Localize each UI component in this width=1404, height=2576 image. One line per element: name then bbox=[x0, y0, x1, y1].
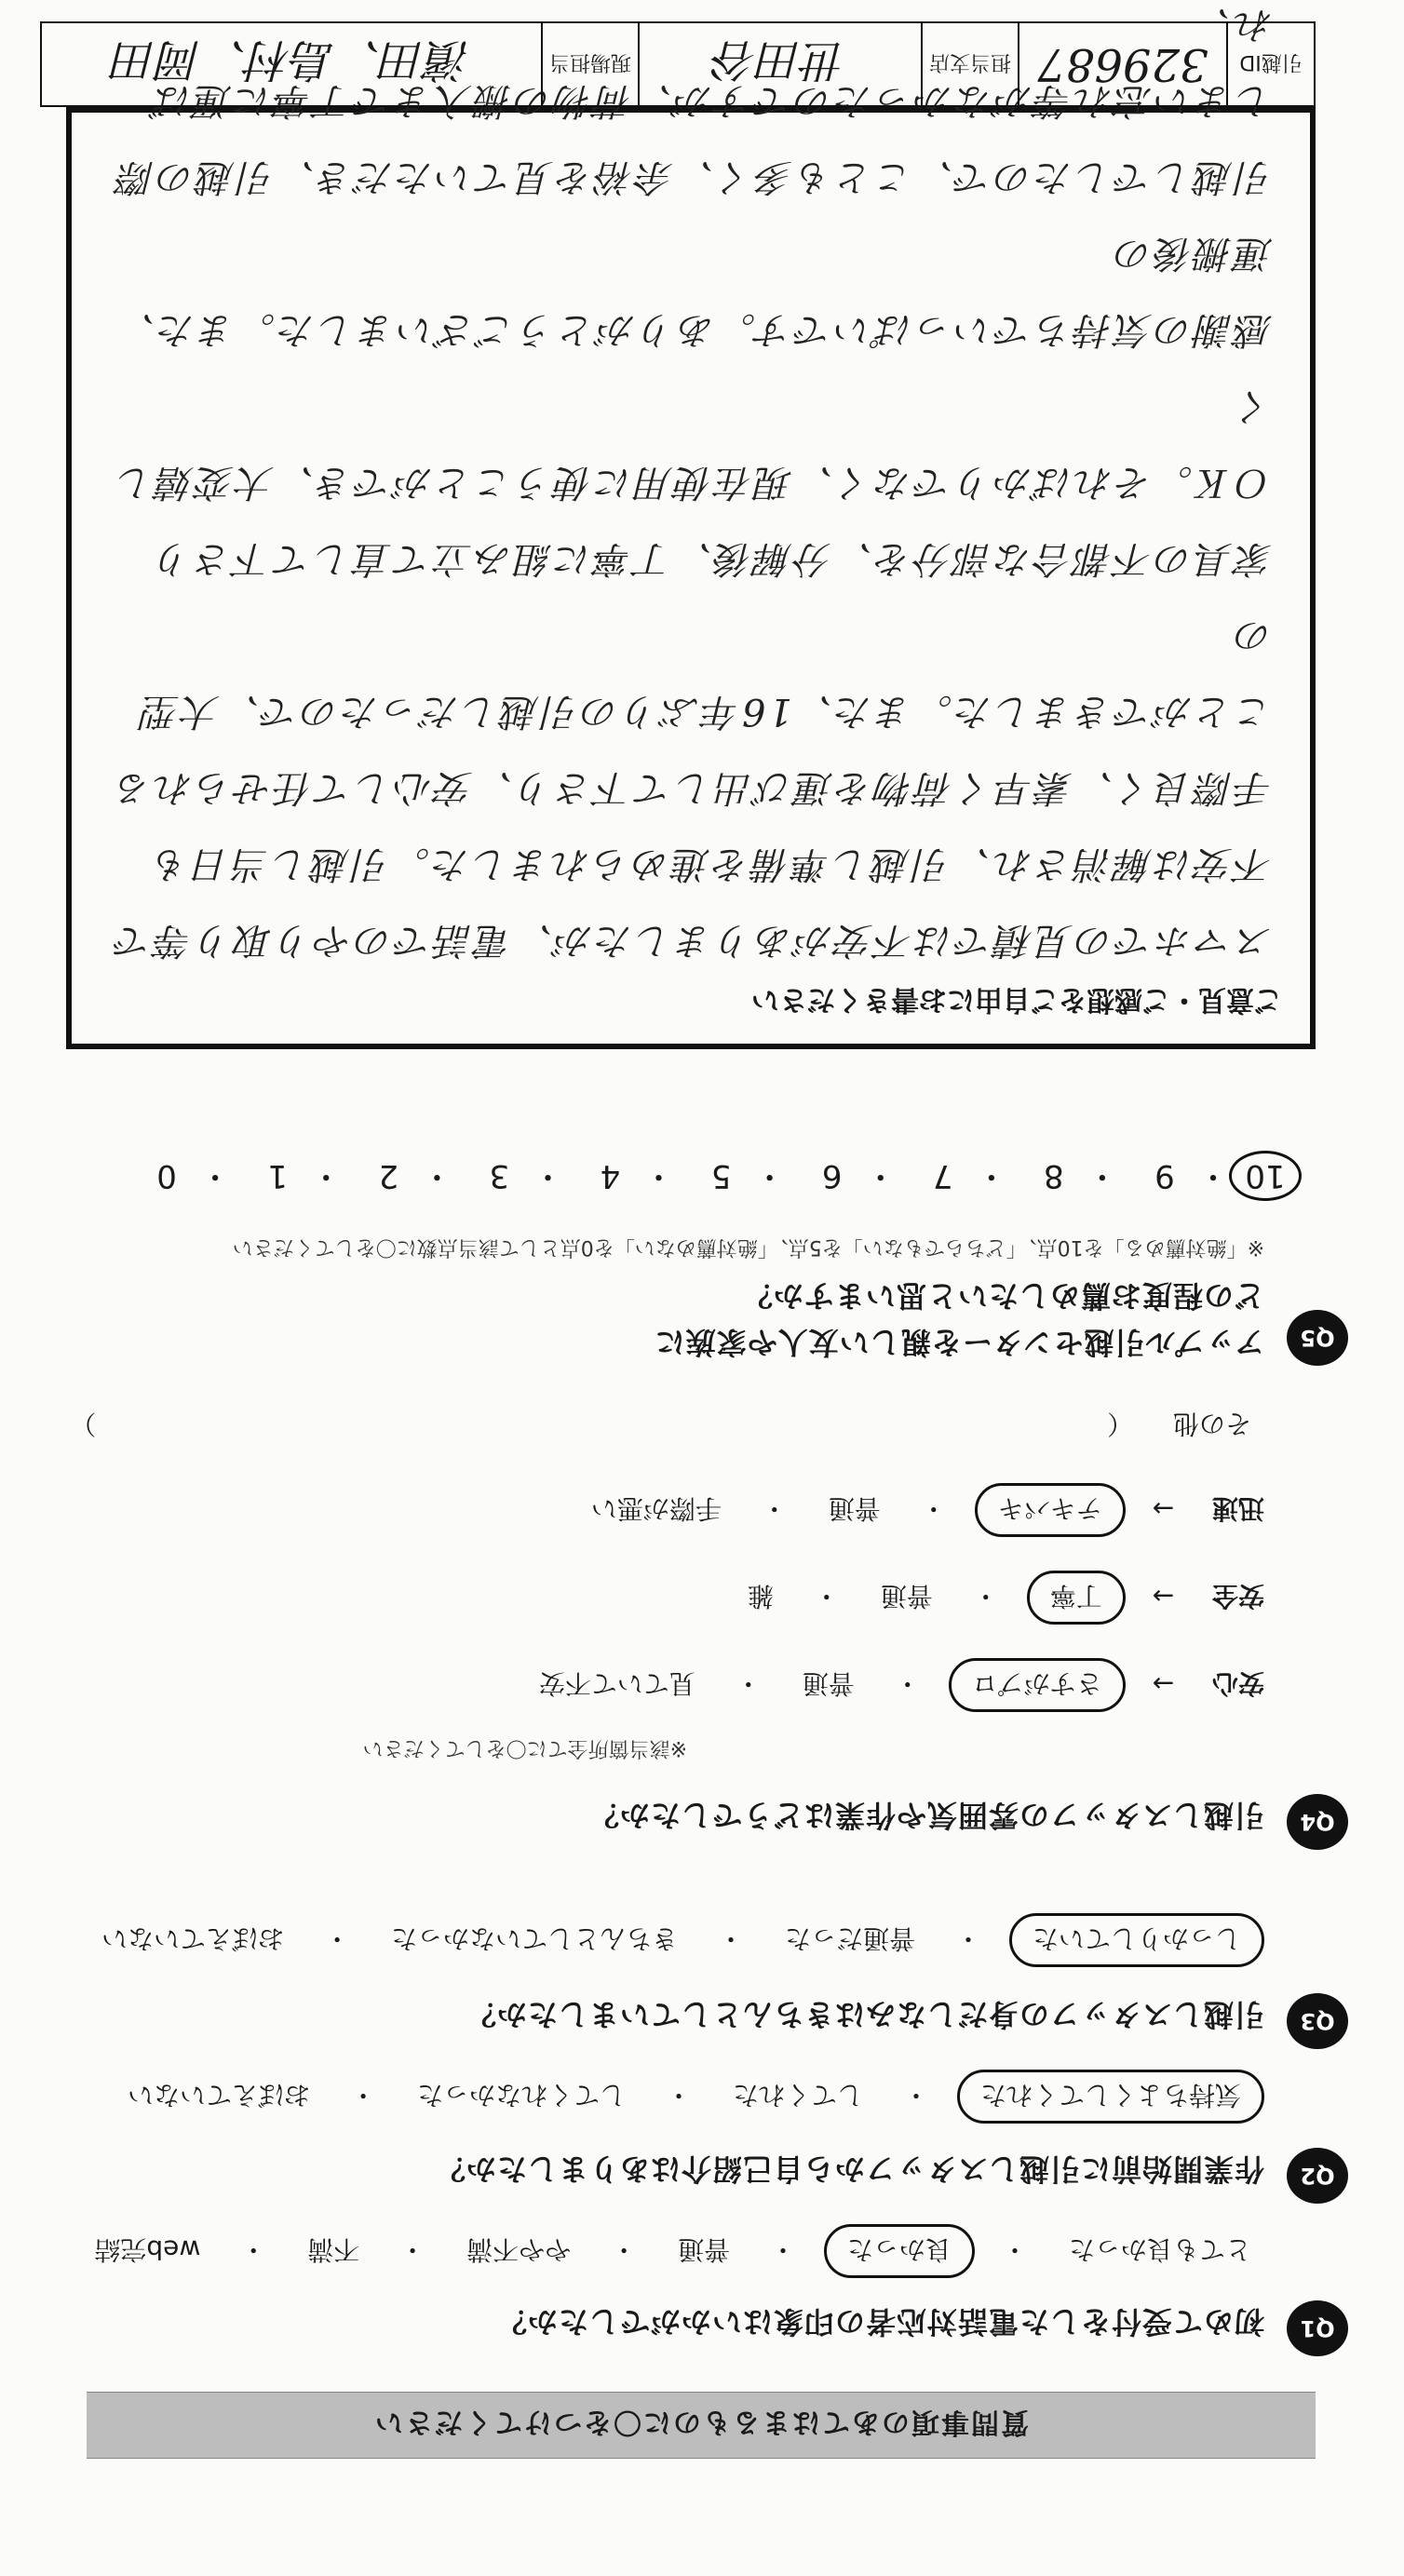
q1-option[interactable]: web完結 bbox=[94, 2234, 201, 2265]
q4-row-anshin: 安心 → さすがプロ・ 普通・ 見ていて不安 bbox=[520, 1658, 1264, 1712]
q5-score[interactable]: 5 bbox=[710, 1157, 732, 1194]
q4-option[interactable]: 普通 bbox=[802, 1668, 855, 1699]
q2-question: 作業開始前に引越しスタッフから自己紹介はありましたか？ bbox=[434, 2151, 1264, 2187]
q4-option[interactable]: 手際が悪い bbox=[590, 1493, 722, 1524]
q4-other-open: （ bbox=[1107, 1409, 1134, 1439]
handwritten-comment bbox=[100, 0, 1273, 978]
arrow-icon: → bbox=[1152, 1668, 1175, 1699]
q2-option[interactable]: してくれた bbox=[733, 2080, 864, 2111]
q4-row-jinsoku: 迅速 → テキパキ・ 普通・ 手際が悪い bbox=[573, 1483, 1264, 1537]
q4-option-selected[interactable]: 丁寧 bbox=[1027, 1571, 1126, 1625]
q5-question-line1: アップル引越センターを親しい友人や家族に bbox=[654, 1325, 1264, 1360]
q3-marker: Q3 bbox=[1287, 1993, 1348, 2049]
q5-score[interactable]: 1 bbox=[267, 1157, 288, 1194]
comment-line: しまい忘れ等がなかったのですが、荷物の搬入まで丁寧に運ばれ、 bbox=[152, 3, 1273, 122]
q5-score[interactable]: 3 bbox=[489, 1157, 510, 1194]
q4-option-selected[interactable]: テキパキ bbox=[975, 1483, 1126, 1537]
staff-value[interactable]: 濱田、島村、岡田 bbox=[41, 22, 542, 106]
q5-score[interactable]: 8 bbox=[1044, 1157, 1064, 1194]
q4-other bbox=[54, 1403, 1264, 1448]
q4-other-label: その他 bbox=[1172, 1409, 1251, 1439]
q5-score-selected[interactable]: 10 bbox=[1229, 1151, 1302, 1201]
q4-other-close: ） bbox=[70, 1409, 97, 1439]
q1-option[interactable]: 普通 bbox=[678, 2234, 731, 2265]
q5-score[interactable]: 9 bbox=[1154, 1157, 1175, 1194]
q1-question: 初めて受付をした電話対応者の印象はいかがでしたか？ bbox=[495, 2304, 1264, 2340]
q5-score[interactable]: 4 bbox=[600, 1157, 621, 1194]
comment-line: スマホでの見積では不安がありましたが、電話でのやり取り等で bbox=[112, 919, 1273, 962]
q2-marker: Q2 bbox=[1287, 2148, 1348, 2204]
q5-question-line2: どの程度お薦めしたいと思いますか？ bbox=[741, 1278, 1264, 1314]
q5-marker: Q5 bbox=[1287, 1310, 1348, 1366]
branch-label: 担当支店 bbox=[922, 22, 1019, 106]
q4-option-selected[interactable]: さすがプロ bbox=[949, 1658, 1126, 1712]
q2-option[interactable]: おぼえていない bbox=[128, 2080, 311, 2111]
comment-line: ＯＫ。そればかりでなく、現在使用に使うことができ、大変嬉しく bbox=[114, 384, 1273, 504]
q4-option[interactable]: 見ていて不安 bbox=[538, 1668, 695, 1699]
q5-score[interactable]: 7 bbox=[932, 1157, 953, 1194]
info-table bbox=[40, 21, 1316, 107]
q2-option[interactable]: してくれなかった bbox=[417, 2080, 627, 2111]
comment-line: 感謝の気持ちでいっぱいです。ありがとうございました。また、運搬後の bbox=[115, 232, 1273, 351]
q4-marker: Q4 bbox=[1287, 1794, 1348, 1850]
q1-option[interactable]: 不満 bbox=[307, 2234, 360, 2265]
q3-question: 引越しスタッフの身だしなみはきちんとしていましたか？ bbox=[465, 1997, 1264, 2032]
q4-option[interactable]: 雑 bbox=[747, 1581, 774, 1612]
q4-question: 引越しスタッフの雰囲気や作業はどうでしたか？ bbox=[587, 1798, 1264, 1833]
comment-line: ことができました。また、16年ぶりの引越しだったので、大型の bbox=[139, 614, 1273, 733]
q1-option[interactable]: やや不満 bbox=[466, 2234, 572, 2265]
q1-marker: Q1 bbox=[1287, 2300, 1348, 2356]
instruction-banner: 質問事項のあてはまるものに〇をつけてください bbox=[87, 2392, 1316, 2459]
q4-option[interactable]: 普通 bbox=[880, 1581, 933, 1612]
q1-options: とても良かった・ 良かった・ 普通・ やや不満・ 不満・ web完結 bbox=[75, 2224, 1264, 2278]
arrow-icon: → bbox=[1152, 1581, 1175, 1612]
q3-option[interactable]: おぼえていない bbox=[101, 1923, 285, 1954]
q3-option-selected[interactable]: しっかりしていた bbox=[1009, 1913, 1264, 1967]
q5-note: ※「絶対薦める」を10点、「どちらでもない」を5点、「絶対薦めない」を0点として該当点数に〇をしてください bbox=[232, 1235, 1264, 1259]
q4-other-input[interactable] bbox=[123, 1415, 1080, 1423]
q5-scale: 10・ 9・ 8・ 7・ 6・ 5・ 4・ 3・ 2・ 1・ 0 bbox=[120, 1151, 1302, 1202]
comment-line: 家具の不都合な部分を、分解後、丁寧に組み立て直して下さり bbox=[152, 537, 1273, 580]
q3-options: しっかりしていた・ 普通だった・ きちんとしていなかった・ おぼえていない bbox=[83, 1913, 1264, 1967]
id-value[interactable]: 329687 bbox=[1019, 22, 1227, 106]
q5-score[interactable]: 2 bbox=[378, 1157, 399, 1194]
free-comment-title: ご意見・ご感想をご自由にお書きください bbox=[751, 983, 1282, 1016]
comment-line: 手際良く、素早く荷物を運び出して下さり、安心して任せられる bbox=[112, 766, 1273, 809]
comment-line: 引越しでしたので、ことも多く、余裕を見ていただき、引越の際 bbox=[115, 155, 1273, 198]
q2-option-selected[interactable]: 気持ちよくしてくれた bbox=[957, 2070, 1264, 2124]
arrow-icon: → bbox=[1152, 1493, 1175, 1524]
q3-option[interactable]: きちんとしていなかった bbox=[391, 1923, 679, 1954]
q4-option[interactable]: 普通 bbox=[828, 1493, 881, 1524]
q4-note: ※該当箇所全てに〇をしてください bbox=[362, 1736, 687, 1760]
q5-score[interactable]: 0 bbox=[156, 1157, 177, 1194]
comment-line: 不安は解消され、引越し準備を進められました。引越し当日も bbox=[149, 843, 1273, 885]
staff-label: 現場担当 bbox=[542, 22, 639, 106]
q2-options: 気持ちよくしてくれた・ してくれた・ してくれなかった・ おぼえていない bbox=[109, 2070, 1264, 2124]
q4-row-label: 安心 bbox=[1211, 1668, 1264, 1699]
q1-option[interactable]: とても良かった bbox=[1068, 2234, 1251, 2265]
branch-value[interactable]: 世田谷 bbox=[639, 22, 922, 106]
q4-row-label: 迅速 bbox=[1211, 1493, 1264, 1524]
q4-row-anzen: 安全 → 丁寧・ 普通・ 雑 bbox=[729, 1571, 1264, 1625]
q3-option[interactable]: 普通だった bbox=[785, 1923, 916, 1954]
q5-score[interactable]: 6 bbox=[821, 1157, 843, 1194]
q4-row-label: 安全 bbox=[1211, 1581, 1264, 1612]
q1-option-selected[interactable]: 良かった bbox=[824, 2224, 975, 2278]
id-label: 引越ID bbox=[1227, 22, 1315, 106]
